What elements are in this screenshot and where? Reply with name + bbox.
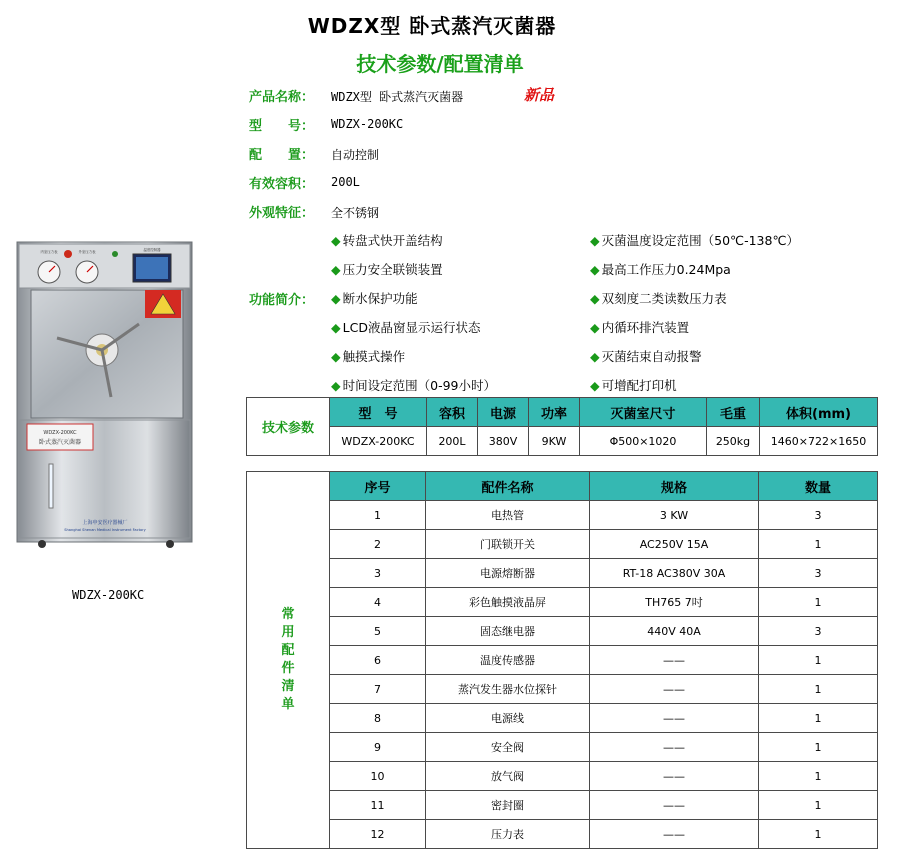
spec-value-dimensions: 1460×722×1650 xyxy=(760,427,878,456)
product-caption: WDZX-200KC xyxy=(72,588,145,602)
table-row: 9 安全阀 —— 1 xyxy=(247,733,878,762)
spec-header-volume: 容积 xyxy=(427,398,478,427)
info-value-config: 自动控制 xyxy=(331,148,380,162)
diamond-bullet-icon: ◆ xyxy=(331,291,341,306)
model-plate-icon xyxy=(27,424,93,450)
spec-header-weight: 毛重 xyxy=(707,398,760,427)
table-row: 12 压力表 —— 1 xyxy=(247,820,878,849)
spec-value-power: 9KW xyxy=(529,427,580,456)
feature-left-6: ◆ 时间设定范围（0-99小时） xyxy=(331,378,496,393)
diamond-bullet-icon: ◆ xyxy=(590,233,600,248)
diamond-bullet-icon: ◆ xyxy=(590,378,600,393)
feature-right-2: ◆ 最高工作压力0.24Mpa xyxy=(590,262,731,277)
svg-text:上海申安医疗器械厂: 上海申安医疗器械厂 xyxy=(82,520,128,526)
function-label: 功能简介： xyxy=(249,293,315,308)
diamond-bullet-icon: ◆ xyxy=(331,320,341,335)
spec-value-power-supply: 380V xyxy=(478,427,529,456)
spec-header-power: 功率 xyxy=(529,398,580,427)
info-value-volume: 200L xyxy=(331,175,360,189)
caster-wheel-icon xyxy=(38,540,46,548)
caster-wheel-icon xyxy=(166,540,174,548)
diamond-bullet-icon: ◆ xyxy=(331,378,341,393)
new-product-badge: 新品 xyxy=(524,86,555,104)
parts-header-spec: 规格 xyxy=(590,472,759,501)
pressure-gauge-icon xyxy=(38,261,60,283)
feature-right-1: ◆ 灭菌温度设定范围（50℃-138℃） xyxy=(590,233,799,248)
diamond-bullet-icon: ◆ xyxy=(590,291,600,306)
info-value-model: WDZX-200KC xyxy=(331,117,404,131)
water-level-gauge-icon xyxy=(49,464,53,508)
feature-right-5: ◆ 灭菌结束自动报警 xyxy=(590,349,702,364)
diamond-bullet-icon: ◆ xyxy=(590,262,600,277)
diamond-bullet-icon: ◆ xyxy=(590,349,600,364)
spec-header-chamber-size: 灭菌室尺寸 xyxy=(580,398,707,427)
table-row: 2 门联锁开关 AC250V 15A 1 xyxy=(247,530,878,559)
info-label-config: 配 置： xyxy=(249,148,315,163)
svg-text:Shanghai Shenan Medical Instru: Shanghai Shenan Medical Instrument Factory xyxy=(64,528,146,532)
diamond-bullet-icon: ◆ xyxy=(331,262,341,277)
feature-right-3: ◆ 双刻度二类读数压力表 xyxy=(590,291,727,306)
parts-table xyxy=(246,471,878,849)
pressure-gauge-icon xyxy=(76,261,98,283)
feature-left-1: ◆ 转盘式快开盖结构 xyxy=(331,233,443,248)
product-image xyxy=(5,232,210,552)
table-row: 8 电源线 —— 1 xyxy=(247,704,878,733)
spec-side-label: 技术参数 xyxy=(247,398,330,456)
spec-header-power-supply: 电源 xyxy=(478,398,529,427)
info-label-model: 型 号： xyxy=(249,119,315,134)
page-title: WDZX型 卧式蒸汽灭菌器 xyxy=(307,14,557,38)
parts-header-name: 配件名称 xyxy=(426,472,590,501)
table-row: 6 温度传感器 —— 1 xyxy=(247,646,878,675)
diamond-bullet-icon: ◆ xyxy=(331,349,341,364)
feature-left-5: ◆ 触摸式操作 xyxy=(331,349,406,364)
table-row: 7 蒸汽发生器水位探针 —— 1 xyxy=(247,675,878,704)
spec-value-weight: 250kg xyxy=(707,427,760,456)
spec-value-model: WDZX-200KC xyxy=(330,427,427,456)
spec-table xyxy=(246,397,878,456)
svg-text:外室压力表: 外室压力表 xyxy=(78,250,96,254)
svg-text:卧式蒸汽灭菌器: 卧式蒸汽灭菌器 xyxy=(38,439,82,446)
spec-value-volume: 200L xyxy=(427,427,478,456)
feature-left-2: ◆ 压力安全联锁装置 xyxy=(331,262,443,277)
feature-left-4: ◆ LCD液晶窗显示运行状态 xyxy=(331,320,481,335)
spec-header-dimensions: 体积(mm) xyxy=(760,398,878,427)
feature-right-6: ◆ 可增配打印机 xyxy=(590,378,677,393)
spec-value-chamber-size: Φ500×1020 xyxy=(580,427,707,456)
feature-left-3: ◆ 断水保护功能 xyxy=(331,291,418,306)
info-label-volume: 有效容积： xyxy=(249,177,315,192)
indicator-light-icon xyxy=(64,250,72,258)
diamond-bullet-icon: ◆ xyxy=(331,233,341,248)
feature-right-4: ◆ 内循环排汽装置 xyxy=(590,320,690,335)
table-row: 3 电源熔断器 RT-18 AC380V 30A 3 xyxy=(247,559,878,588)
svg-text:内室压力表: 内室压力表 xyxy=(40,250,58,254)
parts-header-qty: 数量 xyxy=(759,472,878,501)
diamond-bullet-icon: ◆ xyxy=(590,320,600,335)
info-value-appearance: 全不锈钢 xyxy=(331,206,380,220)
table-row: 1 电热管 3 KW 3 xyxy=(247,501,878,530)
table-row: 5 固态继电器 440V 40A 3 xyxy=(247,617,878,646)
parts-header-no: 序号 xyxy=(330,472,426,501)
info-label-appearance: 外观特征： xyxy=(249,206,315,221)
svg-text:温度控制器: 温度控制器 xyxy=(143,248,161,252)
info-label-product-name: 产品名称： xyxy=(249,90,315,105)
table-row: 4 彩色触摸液晶屏 TH765 7吋 1 xyxy=(247,588,878,617)
svg-text:WDZX-200KC: WDZX-200KC xyxy=(43,430,77,436)
spec-header-model: 型 号 xyxy=(330,398,427,427)
page-subtitle: 技术参数/配置清单 xyxy=(356,52,524,76)
indicator-light-icon xyxy=(112,251,118,257)
parts-side-label: 常用配件清单 xyxy=(247,472,330,849)
table-row: 11 密封圈 —— 1 xyxy=(247,791,878,820)
info-value-product-name: WDZX型 卧式蒸汽灭菌器 xyxy=(331,90,464,104)
table-row: 10 放气阀 —— 1 xyxy=(247,762,878,791)
